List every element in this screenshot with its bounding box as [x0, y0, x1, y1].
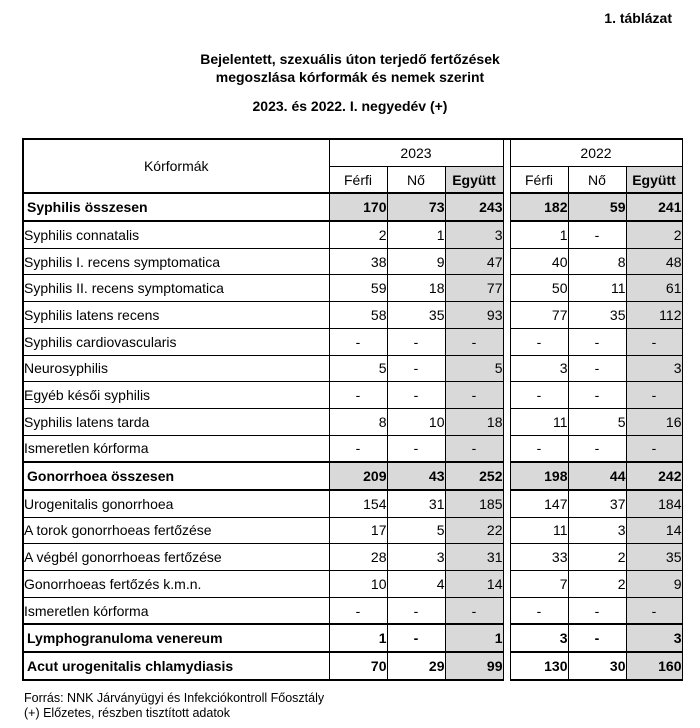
value-cell-2023: 1 — [387, 221, 445, 248]
value-cell-2022: 11 — [510, 408, 568, 435]
column-gap — [503, 597, 510, 624]
value-cell-2022: 40 — [510, 248, 568, 275]
column-gap — [503, 221, 510, 248]
value-cell-2023: 43 — [387, 462, 445, 490]
sum-cell-2022: 61 — [626, 275, 682, 302]
sum-cell-2022: 9 — [626, 571, 682, 598]
value-cell-2023: 209 — [329, 462, 387, 490]
value-cell-2022: 59 — [568, 193, 626, 221]
row-label: Syphilis latens tarda — [23, 408, 329, 435]
value-cell-2023: - — [329, 597, 387, 624]
source-note: Forrás: NNK Járványügyi és Infekciókontroll Főosztály — [24, 691, 325, 705]
value-cell-2023: 9 — [387, 248, 445, 275]
sum-cell-2023: 77 — [445, 275, 503, 302]
value-cell-2023: 73 — [387, 193, 445, 221]
row-label: Syphilis összesen — [23, 193, 329, 221]
sum-cell-2023: 31 — [445, 544, 503, 571]
value-cell-2022: - — [568, 221, 626, 248]
table-row — [23, 248, 682, 275]
egyutt-header-2022: Együtt — [626, 166, 682, 193]
table-row — [23, 275, 682, 302]
value-cell-2023: 17 — [329, 517, 387, 544]
sum-cell-2023: 22 — [445, 517, 503, 544]
sum-cell-2023: - — [445, 382, 503, 409]
row-label: A végbél gonorrhoeas fertőzése — [23, 544, 329, 571]
table-row — [23, 193, 682, 221]
sum-cell-2023: 14 — [445, 571, 503, 598]
value-cell-2023: 59 — [329, 275, 387, 302]
value-cell-2023: 8 — [329, 408, 387, 435]
ferfi-header-2022: Férfi — [510, 166, 568, 193]
sum-cell-2022: - — [626, 382, 682, 409]
table-row — [23, 382, 682, 409]
value-cell-2022: 198 — [510, 462, 568, 490]
sum-cell-2022: 112 — [626, 302, 682, 329]
sum-cell-2022: 3 — [626, 355, 682, 382]
year-2022-header: 2022 — [510, 139, 682, 166]
column-gap — [503, 193, 510, 221]
sum-cell-2023: - — [445, 328, 503, 355]
value-cell-2023: - — [329, 382, 387, 409]
sum-cell-2023: 185 — [445, 490, 503, 517]
value-cell-2023: 38 — [329, 248, 387, 275]
row-label: Ismeretlen kórforma — [23, 435, 329, 462]
sum-cell-2022: 2 — [626, 221, 682, 248]
value-cell-2022: - — [568, 328, 626, 355]
value-cell-2022: 2 — [568, 571, 626, 598]
value-cell-2023: - — [329, 435, 387, 462]
sum-cell-2023: 99 — [445, 652, 503, 680]
sum-cell-2022: 48 — [626, 248, 682, 275]
sum-cell-2022: 160 — [626, 652, 682, 680]
sum-cell-2022: - — [626, 435, 682, 462]
egyutt-header-2023: Együtt — [445, 166, 503, 193]
table-subtitle: 2023. és 2022. I. negyedév (+) — [252, 98, 448, 114]
value-cell-2023: 70 — [329, 652, 387, 680]
footnote: (+) Előzetes, részben tisztított adatok — [24, 706, 230, 720]
row-label: Gonorrhoeas fertőzés k.m.n. — [23, 571, 329, 598]
sum-cell-2022: 3 — [626, 624, 682, 652]
row-label: Acut urogenitalis chlamydiasis — [23, 652, 329, 680]
sum-cell-2022: - — [626, 328, 682, 355]
column-gap — [503, 382, 510, 409]
table-row — [23, 624, 682, 652]
value-cell-2023: 170 — [329, 193, 387, 221]
column-gap — [503, 490, 510, 517]
sum-cell-2023: 1 — [445, 624, 503, 652]
value-cell-2022: 77 — [510, 302, 568, 329]
value-cell-2023: 29 — [387, 652, 445, 680]
value-cell-2022: 182 — [510, 193, 568, 221]
sum-cell-2022: 16 — [626, 408, 682, 435]
value-cell-2022: - — [568, 355, 626, 382]
row-label: Syphilis cardiovascularis — [23, 328, 329, 355]
value-cell-2023: - — [387, 355, 445, 382]
value-cell-2022: - — [510, 382, 568, 409]
sum-cell-2022: - — [626, 597, 682, 624]
column-gap — [503, 355, 510, 382]
row-label: Syphilis connatalis — [23, 221, 329, 248]
value-cell-2022: 30 — [568, 652, 626, 680]
value-cell-2023: 2 — [329, 221, 387, 248]
row-label: A torok gonorrhoeas fertőzése — [23, 517, 329, 544]
value-cell-2022: 11 — [510, 517, 568, 544]
value-cell-2023: - — [329, 328, 387, 355]
table-number-label: 1. táblázat — [604, 10, 672, 26]
sum-cell-2023: 3 — [445, 221, 503, 248]
value-cell-2023: 4 — [387, 571, 445, 598]
value-cell-2022: 2 — [568, 544, 626, 571]
value-cell-2023: 10 — [329, 571, 387, 598]
value-cell-2022: - — [568, 382, 626, 409]
sum-cell-2022: 184 — [626, 490, 682, 517]
value-cell-2022: 8 — [568, 248, 626, 275]
table-row — [23, 408, 682, 435]
value-cell-2023: 10 — [387, 408, 445, 435]
value-cell-2022: 3 — [568, 517, 626, 544]
table-row — [23, 490, 682, 517]
value-cell-2022: 33 — [510, 544, 568, 571]
value-cell-2023: 1 — [329, 624, 387, 652]
row-label: Lymphogranuloma venereum — [23, 624, 329, 652]
row-label: Egyéb késői syphilis — [23, 382, 329, 409]
value-cell-2022: 3 — [510, 355, 568, 382]
table-row — [23, 221, 682, 248]
value-cell-2022: - — [510, 597, 568, 624]
value-cell-2022: - — [568, 435, 626, 462]
value-cell-2022: 50 — [510, 275, 568, 302]
value-cell-2023: - — [387, 435, 445, 462]
value-cell-2022: 1 — [510, 221, 568, 248]
sum-cell-2023: 93 — [445, 302, 503, 329]
value-cell-2023: - — [387, 382, 445, 409]
ferfi-header-2023: Férfi — [329, 166, 387, 193]
value-cell-2023: 154 — [329, 490, 387, 517]
column-gap — [503, 139, 510, 193]
statistics-table — [22, 138, 683, 681]
value-cell-2022: - — [568, 624, 626, 652]
column-gap — [503, 652, 510, 680]
value-cell-2023: 5 — [387, 517, 445, 544]
sum-cell-2023: - — [445, 597, 503, 624]
row-label: Syphilis I. recens symptomatica — [23, 248, 329, 275]
table-row — [23, 435, 682, 462]
value-cell-2022: - — [510, 328, 568, 355]
value-cell-2022: 147 — [510, 490, 568, 517]
value-cell-2022: 35 — [568, 302, 626, 329]
row-label: Syphilis II. recens symptomatica — [23, 275, 329, 302]
sum-cell-2022: 14 — [626, 517, 682, 544]
sum-cell-2023: 252 — [445, 462, 503, 490]
value-cell-2022: 5 — [568, 408, 626, 435]
sum-cell-2023: 5 — [445, 355, 503, 382]
sum-cell-2022: 241 — [626, 193, 682, 221]
table-row — [23, 544, 682, 571]
table-row — [23, 571, 682, 598]
table-title-line2: megoszlása kórformák és nemek szerint — [215, 69, 485, 85]
value-cell-2023: 5 — [329, 355, 387, 382]
column-gap — [503, 624, 510, 652]
column-gap — [503, 302, 510, 329]
sum-cell-2023: 243 — [445, 193, 503, 221]
value-cell-2023: 28 — [329, 544, 387, 571]
value-cell-2023: - — [387, 597, 445, 624]
column-gap — [503, 408, 510, 435]
value-cell-2022: 130 — [510, 652, 568, 680]
value-cell-2022: 3 — [510, 624, 568, 652]
value-cell-2022: 37 — [568, 490, 626, 517]
sum-cell-2022: 242 — [626, 462, 682, 490]
sum-cell-2023: 18 — [445, 408, 503, 435]
sum-cell-2023: - — [445, 435, 503, 462]
table-row — [23, 302, 682, 329]
table-row — [23, 517, 682, 544]
sum-cell-2022: 35 — [626, 544, 682, 571]
value-cell-2022: 7 — [510, 571, 568, 598]
value-cell-2023: 58 — [329, 302, 387, 329]
table-row — [23, 462, 682, 490]
column-gap — [503, 571, 510, 598]
no-header-2022: Nő — [568, 166, 626, 193]
table-row — [23, 652, 682, 680]
value-cell-2022: 11 — [568, 275, 626, 302]
table-title-line1: Bejelentett, szexuális úton terjedő fertőzések — [200, 51, 500, 67]
korformak-header: Kórformák — [23, 139, 329, 193]
sum-cell-2023: 47 — [445, 248, 503, 275]
table-row — [23, 597, 682, 624]
value-cell-2023: 3 — [387, 544, 445, 571]
table-row — [23, 328, 682, 355]
value-cell-2023: 31 — [387, 490, 445, 517]
value-cell-2022: - — [568, 597, 626, 624]
column-gap — [503, 328, 510, 355]
row-label: Urogenitalis gonorrhoea — [23, 490, 329, 517]
column-gap — [503, 275, 510, 302]
column-gap — [503, 248, 510, 275]
value-cell-2022: - — [510, 435, 568, 462]
column-gap — [503, 435, 510, 462]
column-gap — [503, 544, 510, 571]
value-cell-2023: - — [387, 624, 445, 652]
value-cell-2022: 44 — [568, 462, 626, 490]
table-row — [23, 355, 682, 382]
column-gap — [503, 517, 510, 544]
row-label: Neurosyphilis — [23, 355, 329, 382]
value-cell-2023: 35 — [387, 302, 445, 329]
column-gap — [503, 462, 510, 490]
value-cell-2023: - — [387, 328, 445, 355]
row-label: Ismeretlen kórforma — [23, 597, 329, 624]
year-2023-header: 2023 — [329, 139, 503, 166]
row-label: Gonorrhoea összesen — [23, 462, 329, 490]
no-header-2023: Nő — [387, 166, 445, 193]
value-cell-2023: 18 — [387, 275, 445, 302]
row-label: Syphilis latens recens — [23, 302, 329, 329]
